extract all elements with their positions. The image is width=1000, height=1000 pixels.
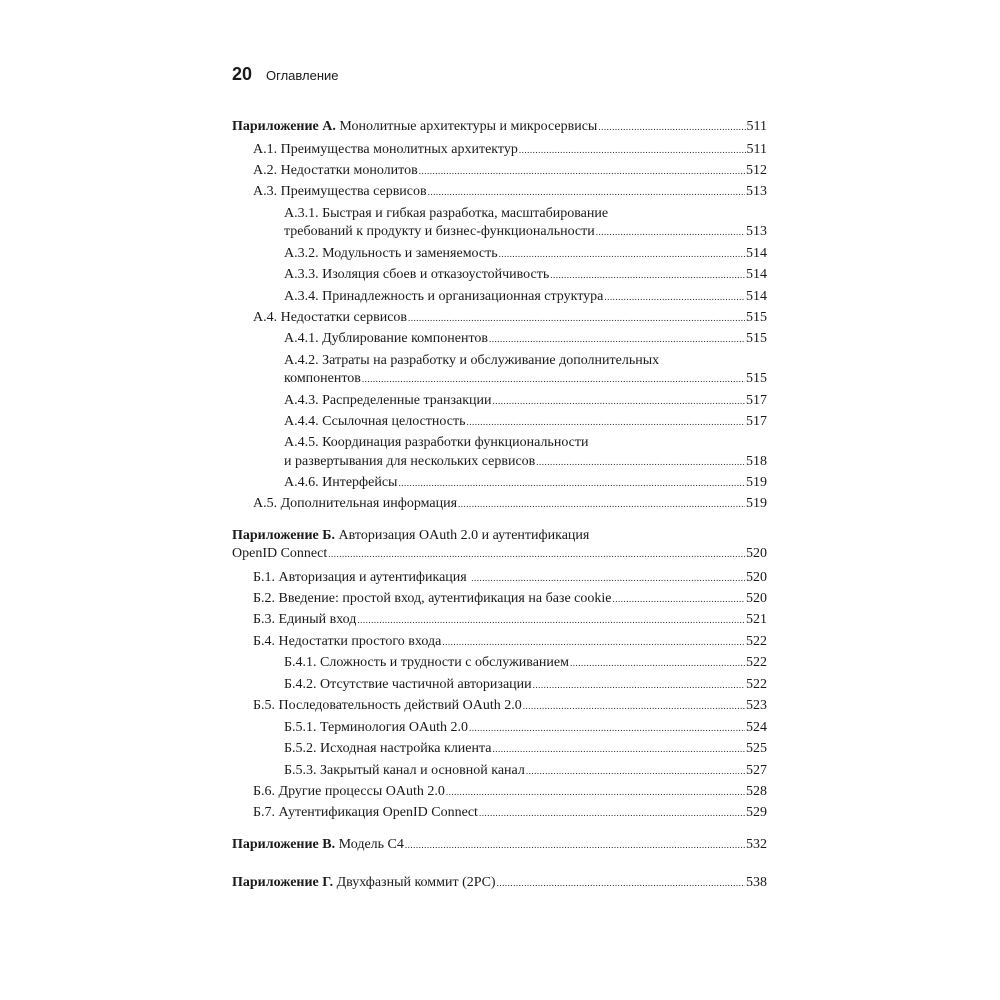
toc-entry-title: А.5. Дополнительная информация <box>253 496 458 511</box>
dot-leader <box>479 804 745 822</box>
dot-leader <box>398 474 745 492</box>
toc-page-number: 521 <box>746 612 767 627</box>
dot-leader <box>519 141 746 159</box>
toc-entry-a4[interactable] <box>253 309 767 327</box>
dot-leader <box>362 370 745 388</box>
appendix-label: Париложение В. <box>232 837 336 852</box>
toc-page-number: 532 <box>746 837 767 852</box>
toc-entry-a42-line1[interactable]: А.4.2. Затраты на разработку и обслуживание дополнительных <box>284 353 660 368</box>
toc-entry-title: А.1. Преимущества монолитных архитектур <box>253 142 518 157</box>
toc-entry-title: Б.3. Единый вход <box>253 612 357 627</box>
appendix-title: Авторизация OAuth 2.0 и аутентификация <box>335 528 590 543</box>
appendix-title: Двухфазный коммит (2PC) <box>333 875 496 890</box>
toc-entry-title: А.3.3. Изоляция сбоев и отказоустойчивость <box>284 267 550 282</box>
dot-leader <box>497 874 745 892</box>
page-number: 20 <box>232 64 253 84</box>
toc-page-number: 520 <box>746 546 767 561</box>
toc-entry-a45-line1[interactable]: А.4.5. Координация разработки функциональности <box>284 435 589 450</box>
toc-entry-a41[interactable] <box>284 330 767 348</box>
toc-entry-b5[interactable] <box>253 697 767 715</box>
dot-leader <box>428 183 745 201</box>
dot-leader <box>533 676 745 694</box>
toc-entry-b4[interactable] <box>253 633 767 651</box>
toc-entry-b6[interactable] <box>253 783 767 801</box>
toc-entry-title: А.3.2. Модульность и заменяемость <box>284 246 498 261</box>
toc-page-number: 515 <box>746 310 767 325</box>
toc-page-number: 525 <box>746 741 767 756</box>
toc-page-number: 522 <box>746 634 767 649</box>
toc-entry-title: Б.2. Введение: простой вход, аутентификация на базе cookie <box>253 591 612 606</box>
toc-entry-a42[interactable] <box>284 370 767 388</box>
toc-entry-a3[interactable] <box>253 183 767 201</box>
dot-leader <box>604 288 745 306</box>
toc-entry-a46[interactable] <box>284 474 767 492</box>
dot-leader <box>458 495 745 513</box>
toc-entry-title: Б.1. Авторизация и аутентификация <box>253 570 471 585</box>
toc-entry-title: и развертывания для нескольких сервисов <box>284 454 536 469</box>
toc-page-number: 538 <box>746 875 767 890</box>
toc-entry-b3[interactable] <box>253 611 767 629</box>
toc-entry-title: Б.6. Другие процессы OAuth 2.0 <box>253 784 445 799</box>
toc-entry-title: Б.5.2. Исходная настройка клиента <box>284 741 492 756</box>
dot-leader <box>408 309 745 327</box>
toc-entry-b1[interactable] <box>253 569 767 587</box>
dot-leader <box>536 453 745 471</box>
toc-page-number: 517 <box>746 414 767 429</box>
toc-entry-title: Б.5.1. Терминология OAuth 2.0 <box>284 720 468 735</box>
toc-entry-a44[interactable] <box>284 413 767 431</box>
dot-leader <box>499 245 745 263</box>
toc-entry-title: Б.4.1. Сложность и трудности с обслуживанием <box>284 655 569 670</box>
toc-page-number: 519 <box>746 496 767 511</box>
dot-leader <box>469 719 745 737</box>
toc-entry-a31[interactable] <box>284 223 767 241</box>
toc-page-number: 514 <box>746 246 767 261</box>
toc-entry-a2[interactable] <box>253 162 767 180</box>
toc-entry-title: требований к продукту и бизнес-функциональности <box>284 224 595 239</box>
toc-page-number: 514 <box>746 289 767 304</box>
dot-leader <box>523 697 745 715</box>
toc-page-number: 513 <box>746 224 767 239</box>
toc-entry-title: Б.4. Недостатки простого входа <box>253 634 442 649</box>
toc-page-number: 527 <box>746 763 767 778</box>
toc-entry-a1[interactable] <box>253 141 767 159</box>
dot-leader <box>526 762 745 780</box>
toc-entry-appendix-v[interactable] <box>232 836 767 854</box>
running-head: Оглавление <box>266 68 339 83</box>
toc-entry-title: Б.5.3. Закрытый канал и основной канал <box>284 763 525 778</box>
toc-entry-a43[interactable] <box>284 392 767 410</box>
dot-leader <box>596 223 745 241</box>
toc-entry-a45[interactable] <box>284 453 767 471</box>
toc-entry-title: А.4.4. Ссылочная целостность <box>284 414 466 429</box>
dot-leader <box>442 633 745 651</box>
toc-page-number: 513 <box>746 184 767 199</box>
toc-entry-a33[interactable] <box>284 266 767 284</box>
toc-entry-b52[interactable] <box>284 740 767 758</box>
dot-leader <box>612 590 745 608</box>
toc-entry-appendix-a[interactable] <box>232 118 767 136</box>
toc-page-number: 522 <box>746 677 767 692</box>
toc-entry-b51[interactable] <box>284 719 767 737</box>
appendix-title: Модель С4 <box>335 837 404 852</box>
toc-page-number: 520 <box>746 591 767 606</box>
toc-page-number: 523 <box>746 698 767 713</box>
toc-entry-title: А.3. Преимущества сервисов <box>253 184 427 199</box>
dot-leader <box>570 654 745 672</box>
toc-entry-title: А.3.4. Принадлежность и организационная структура <box>284 289 604 304</box>
appendix-title: Монолитные архитектуры и микросервисы <box>335 119 598 134</box>
dot-leader <box>419 162 745 180</box>
toc-entry-b42[interactable] <box>284 676 767 694</box>
dot-leader <box>357 611 745 629</box>
dot-leader <box>493 740 745 758</box>
toc-entry-title: OpenID Connect <box>232 546 328 561</box>
toc-entry-a32[interactable] <box>284 245 767 263</box>
toc-entry-appendix-b-line1[interactable] <box>232 527 767 545</box>
dot-leader <box>489 330 745 348</box>
toc-page-number: 519 <box>746 475 767 490</box>
toc-entry-a31-line1[interactable]: А.3.1. Быстрая и гибкая разработка, масштабирование <box>284 206 609 221</box>
dot-leader <box>405 836 745 854</box>
toc-page-number: 528 <box>746 784 767 799</box>
toc-entry-appendix-g[interactable] <box>232 874 767 892</box>
dot-leader <box>328 545 745 563</box>
toc-entry-title: А.2. Недостатки монолитов <box>253 163 418 178</box>
toc-page-number: 515 <box>746 371 767 386</box>
dot-leader <box>598 118 745 136</box>
appendix-label: Париложение А. <box>232 119 336 134</box>
toc-entry-title: Б.7. Аутентификация OpenID Connect <box>253 805 478 820</box>
toc-entry-a34[interactable] <box>284 288 767 306</box>
toc-page-number: 515 <box>746 331 767 346</box>
toc-entry-title: Б.4.2. Отсутствие частичной авторизации <box>284 677 532 692</box>
toc-page-number: 512 <box>746 163 767 178</box>
toc-entry-a5[interactable] <box>253 495 767 513</box>
toc-entry-b41[interactable] <box>284 654 767 672</box>
toc-entry-title: компонентов <box>284 371 361 386</box>
dot-leader <box>493 392 745 410</box>
appendix-label: Париложение Б. <box>232 528 336 543</box>
toc-entry-title <box>232 836 404 854</box>
toc-entry-title: А.4.3. Распределенные транзакции <box>284 393 492 408</box>
toc-entry-title: А.4.1. Дублирование компонентов <box>284 331 488 346</box>
toc-entry-title <box>232 118 597 136</box>
toc-entry-title: Б.5. Последовательность действий OAuth 2.0 <box>253 698 522 713</box>
toc-page-number: 514 <box>746 267 767 282</box>
toc-page-number: 524 <box>746 720 767 735</box>
toc-page-number: 529 <box>746 805 767 820</box>
toc-entry-title: А.4. Недостатки сервисов <box>253 310 408 325</box>
toc-page-number: 511 <box>746 142 767 157</box>
toc-entry-title <box>232 874 496 892</box>
dot-leader <box>446 783 745 801</box>
dot-leader <box>550 266 745 284</box>
appendix-label: Париложение Г. <box>232 875 334 890</box>
toc-entry-appendix-b[interactable] <box>232 545 767 563</box>
toc-entry-b7[interactable] <box>253 804 767 822</box>
toc-page-number: 511 <box>746 119 767 134</box>
toc-entry-title: А.4.6. Интерфейсы <box>284 475 398 490</box>
toc-page-number: 522 <box>746 655 767 670</box>
toc-entry-b2[interactable] <box>253 590 767 608</box>
toc-page-number: 518 <box>746 454 767 469</box>
toc-entry-b53[interactable] <box>284 762 767 780</box>
dot-leader <box>466 413 745 431</box>
toc-page-number: 520 <box>746 570 767 585</box>
page-header <box>232 64 339 88</box>
toc-page-number: 517 <box>746 393 767 408</box>
dot-leader <box>471 569 745 587</box>
